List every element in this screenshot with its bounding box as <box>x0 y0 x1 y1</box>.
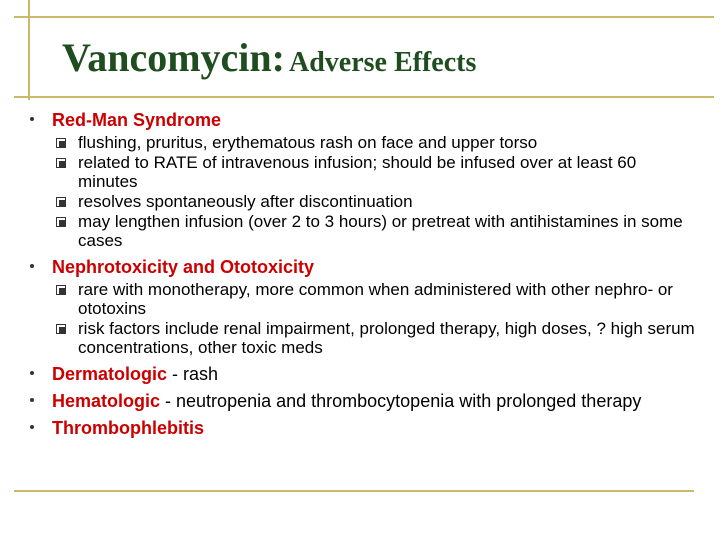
bullet-list <box>0 110 728 439</box>
bullet-text: - rash <box>167 364 219 384</box>
sub-item-text: resolves spontaneously after discontinuation <box>78 192 413 211</box>
top-rule <box>14 16 714 18</box>
bullet-red-man-syndrome <box>0 110 698 250</box>
square-bullet-icon <box>56 324 66 334</box>
bullet-thrombophlebitis <box>0 418 698 439</box>
bullet-hematologic <box>0 391 698 412</box>
bullet-heading: Red-Man Syndrome <box>52 110 222 130</box>
sub-item <box>52 192 698 211</box>
sub-item-text: related to RATE of intravenous infusion; should be infused over at least 60 minutes <box>78 153 637 191</box>
bullet-dot-icon <box>30 425 34 429</box>
bullet-heading: Nephrotoxicity and Ototoxicity <box>52 257 315 277</box>
left-rule <box>28 0 30 100</box>
bullet-nephrotoxicity <box>0 257 698 357</box>
bullet-heading: Hematologic <box>52 391 161 411</box>
bullet-dot-icon <box>30 264 34 268</box>
bullet-text: - neutropenia and thrombocytopenia with prolonged therapy <box>160 391 642 411</box>
sub-item-text: risk factors include renal impairment, prolonged therapy, high doses, ? high serum concentrations, other toxic meds <box>78 319 695 357</box>
sub-item-text: rare with monotherapy, more common when administered with other nephro- or ototoxins <box>78 280 673 318</box>
sub-item <box>52 212 698 250</box>
square-bullet-icon <box>56 285 66 295</box>
sub-item-text: may lengthen infusion (over 2 to 3 hours) or pretreat with antihistamines in some cases <box>78 212 683 250</box>
square-bullet-icon <box>56 158 66 168</box>
sub-item <box>52 280 698 318</box>
sub-item <box>52 133 698 152</box>
bottom-rule <box>14 490 694 492</box>
bullet-dot-icon <box>30 398 34 402</box>
square-bullet-icon <box>56 197 66 207</box>
bullet-heading: Dermatologic <box>52 364 168 384</box>
sub-item <box>52 153 698 191</box>
square-bullet-icon <box>56 138 66 148</box>
title-main: Vancomycin: <box>62 35 285 80</box>
bullet-heading: Thrombophlebitis <box>52 418 204 438</box>
slide-title <box>62 34 476 81</box>
square-bullet-icon <box>56 217 66 227</box>
title-rule <box>14 96 714 98</box>
bullet-dermatologic <box>0 364 698 385</box>
sub-item <box>52 319 698 357</box>
sub-list <box>52 280 698 357</box>
sub-list <box>52 133 698 250</box>
bullet-dot-icon <box>30 371 34 375</box>
bullet-dot-icon <box>30 117 34 121</box>
sub-item-text: flushing, pruritus, erythematous rash on face and upper torso <box>78 133 538 152</box>
title-sub: Adverse Effects <box>288 47 477 78</box>
